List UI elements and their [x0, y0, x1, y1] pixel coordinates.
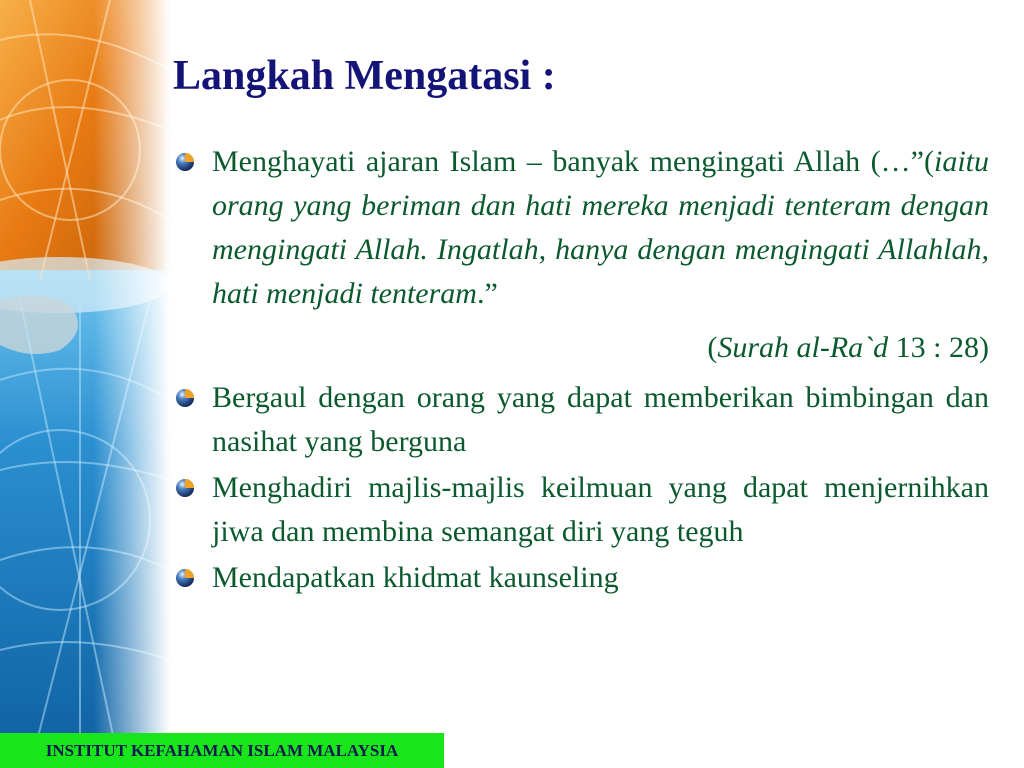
sphere-bullet-icon: [175, 568, 195, 588]
quran-quote: iaitu orang yang beriman dan hati mereka menjadi tenteram dengan mengingati Allah. Ingatlah, hanya dengan mengingati Allahlah, hati menjadi tenteram: [212, 145, 989, 310]
quran-citation: [175, 326, 989, 370]
bullet-list: [175, 140, 989, 600]
bullet-item: [175, 556, 989, 600]
item-text: Menghadiri majlis-majlis keilmuan yang dapat menjernihkan jiwa dan membina semangat diri yang teguh: [212, 471, 989, 548]
citation-surah: Surah al-Ra`d: [717, 331, 889, 364]
item-intro: Menghayati ajaran Islam – banyak mengingati Allah (…”(: [212, 145, 934, 178]
bullet-item: [175, 466, 989, 554]
sphere-bullet-icon: [175, 478, 195, 498]
item-text: Mendapatkan khidmat kaunseling: [212, 561, 619, 594]
slide-title: Langkah Mengatasi :: [173, 53, 556, 99]
side-decoration-image: [0, 0, 170, 768]
citation-open: (: [707, 331, 718, 364]
bullet-item: [175, 140, 989, 316]
quote-close: .”: [476, 277, 498, 310]
footer-institution-label: INSTITUT KEFAHAMAN ISLAM MALAYSIA: [0, 733, 444, 768]
citation-ref: 13 : 28): [888, 331, 989, 364]
sphere-bullet-icon: [175, 388, 195, 408]
sphere-bullet-icon: [175, 152, 195, 172]
item-text: Bergaul dengan orang yang dapat memberikan bimbingan dan nasihat yang berguna: [212, 381, 989, 458]
bullet-item: [175, 376, 989, 464]
